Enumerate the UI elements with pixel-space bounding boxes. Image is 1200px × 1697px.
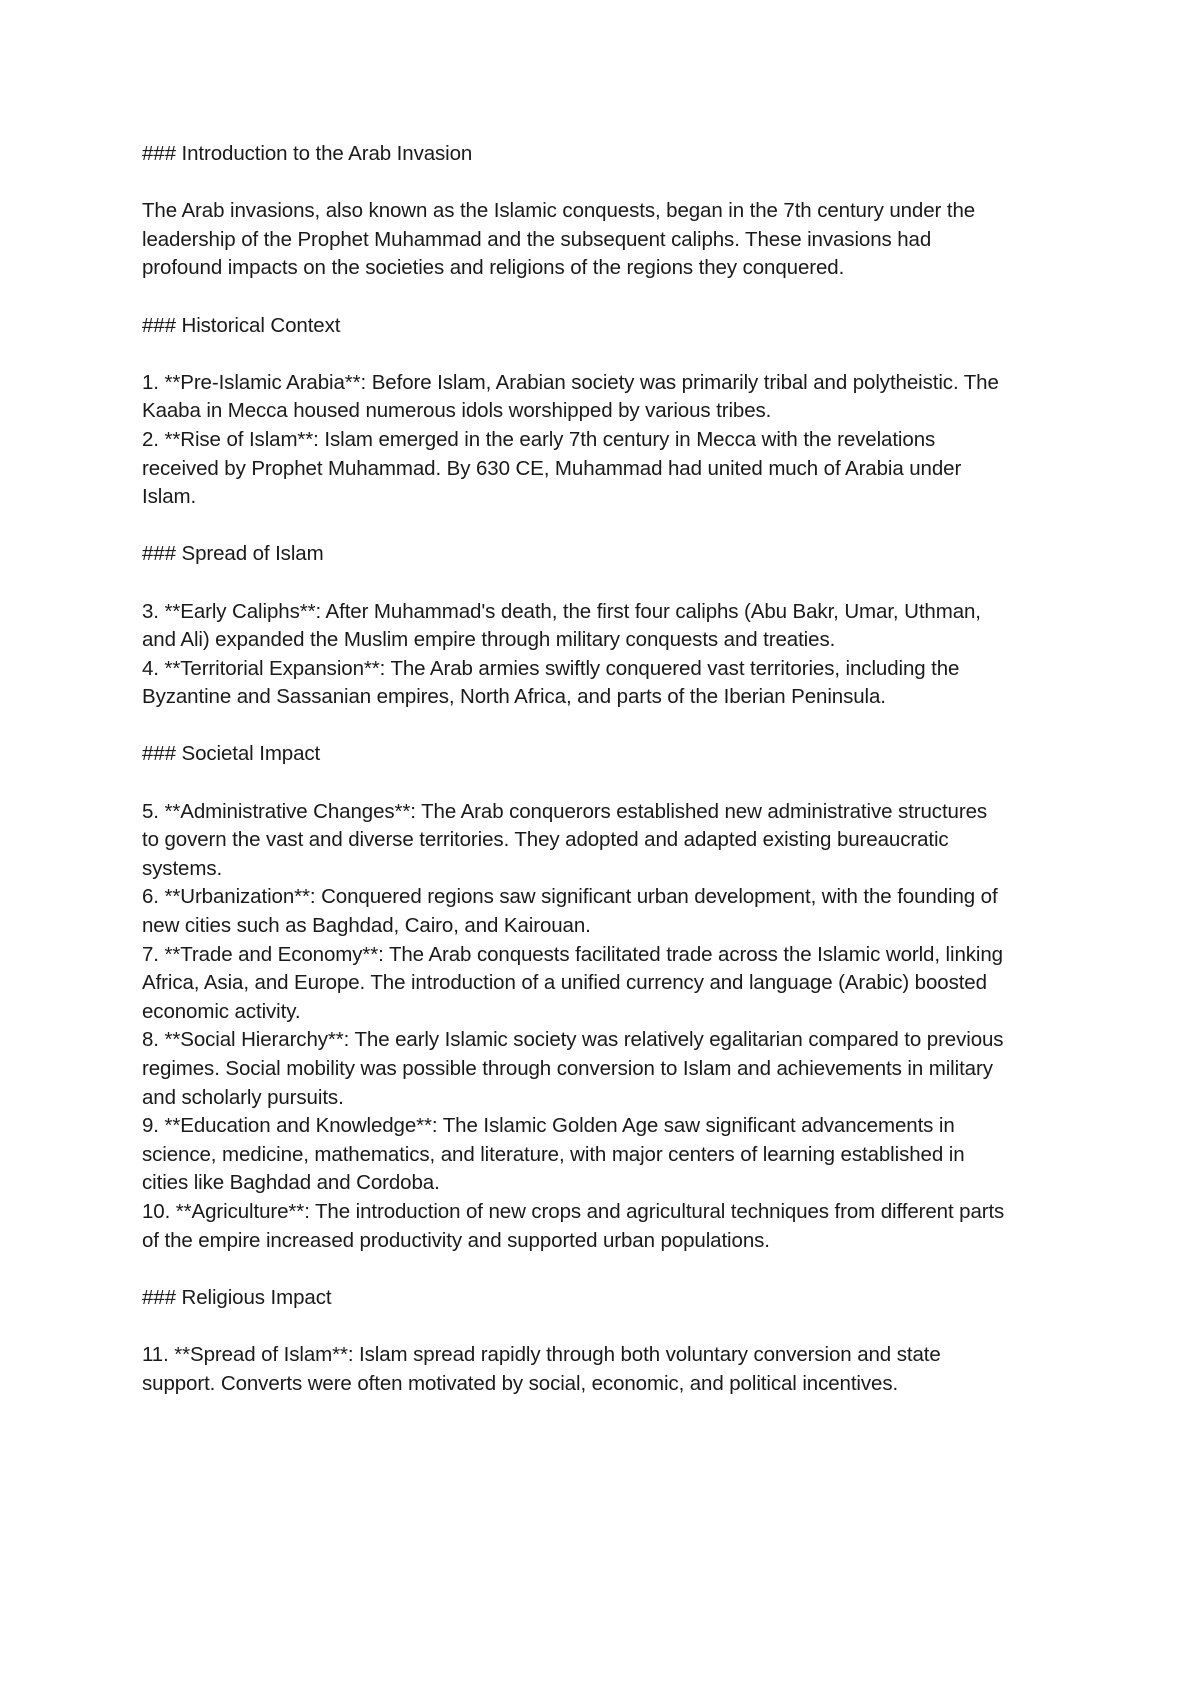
text-line: science, medicine, mathematics, and literature, with major centers of learning established in [142, 1142, 965, 1166]
blank-line [142, 569, 1082, 598]
text-line: The Arab invasions, also known as the Islamic conquests, began in the 7th century under the [142, 199, 976, 223]
text-line: 6. **Urbanization**: Conquered regions saw significant urban development, with the founding of [142, 885, 998, 909]
text-line: profound impacts on the societies and religions of the regions they conquered. [142, 256, 845, 280]
text-line: economic activity. [142, 999, 301, 1023]
section-heading: ### Introduction to the Arab Invasion [142, 142, 473, 165]
text-line: 5. **Administrative Changes**: The Arab conquerors established new administrative structures [142, 799, 988, 823]
text-line: 7. **Trade and Economy**: The Arab conquests facilitated trade across the Islamic world, linking [142, 942, 1003, 966]
blank-line [142, 712, 1082, 741]
list-item [142, 941, 1082, 1027]
text-line: Africa, Asia, and Europe. The introduction of a unified currency and language (Arabic) boosted [142, 971, 987, 995]
list-item [142, 369, 1082, 426]
document-body [142, 140, 1082, 1398]
numbered-list [142, 798, 1082, 1256]
blank-line [142, 769, 1082, 798]
text-line: Kaaba in Mecca housed numerous idols worshipped by various tribes. [142, 399, 772, 423]
list-item [142, 1198, 1082, 1255]
list-item [142, 1112, 1082, 1198]
blank-line [142, 169, 1082, 198]
text-line: systems. [142, 856, 223, 880]
text-line: received by Prophet Muhammad. By 630 CE, Muhammad had united much of Arabia under [142, 456, 962, 480]
text-line: 3. **Early Caliphs**: After Muhammad's death, the first four caliphs (Abu Bakr, Umar, Uthman, [142, 599, 981, 623]
text-line: 8. **Social Hierarchy**: The early Islamic society was relatively egalitarian compared to previous [142, 1028, 1004, 1052]
text-line: 1. **Pre-Islamic Arabia**: Before Islam, Arabian society was primarily tribal and polytheistic. The [142, 370, 999, 394]
text-line: new cities such as Baghdad, Cairo, and Kairouan. [142, 914, 591, 938]
text-line: support. Converts were often motivated by social, economic, and political incentives. [142, 1371, 899, 1395]
section-heading: ### Historical Context [142, 313, 341, 337]
blank-line [142, 1255, 1082, 1284]
blank-line [142, 1312, 1082, 1341]
text-line: of the empire increased productivity and supported urban populations. [142, 1228, 770, 1252]
section-heading: ### Societal Impact [142, 742, 321, 766]
section-heading: ### Religious Impact [142, 1285, 332, 1309]
section-heading: ### Spread of Islam [142, 542, 324, 566]
text-line: leadership of the Prophet Muhammad and the subsequent caliphs. These invasions had [142, 227, 932, 251]
text-line: and scholarly pursuits. [142, 1085, 344, 1109]
blank-line [142, 512, 1082, 541]
list-item [142, 798, 1082, 884]
list-item [142, 883, 1082, 940]
list-item [142, 426, 1082, 512]
text-line: and Ali) expanded the Muslim empire through military conquests and treaties. [142, 628, 836, 652]
text-line: Byzantine and Sassanian empires, North Africa, and parts of the Iberian Peninsula. [142, 685, 886, 709]
list-item [142, 1341, 1082, 1398]
text-line: 11. **Spread of Islam**: Islam spread rapidly through both voluntary conversion and state [142, 1342, 941, 1366]
text-line: to govern the vast and diverse territories. They adopted and adapted existing bureaucratic [142, 828, 949, 852]
list-item [142, 1026, 1082, 1112]
numbered-list [142, 369, 1082, 512]
text-line: 9. **Education and Knowledge**: The Islamic Golden Age saw significant advancements in [142, 1114, 955, 1138]
text-line: 4. **Territorial Expansion**: The Arab armies swiftly conquered vast territories, including the [142, 656, 960, 680]
text-line: 10. **Agriculture**: The introduction of new crops and agricultural techniques from different parts [142, 1199, 1005, 1223]
numbered-list [142, 598, 1082, 712]
text-line: cities like Baghdad and Cordoba. [142, 1171, 440, 1195]
blank-line [142, 340, 1082, 369]
body-paragraph [142, 197, 1082, 283]
list-item [142, 655, 1082, 712]
text-line: Islam. [142, 485, 197, 509]
numbered-list [142, 1341, 1082, 1398]
blank-line [142, 283, 1082, 312]
list-item [142, 598, 1082, 655]
text-line: 2. **Rise of Islam**: Islam emerged in the early 7th century in Mecca with the revelations [142, 427, 936, 451]
text-line: regimes. Social mobility was possible through conversion to Islam and achievements in military [142, 1057, 993, 1080]
